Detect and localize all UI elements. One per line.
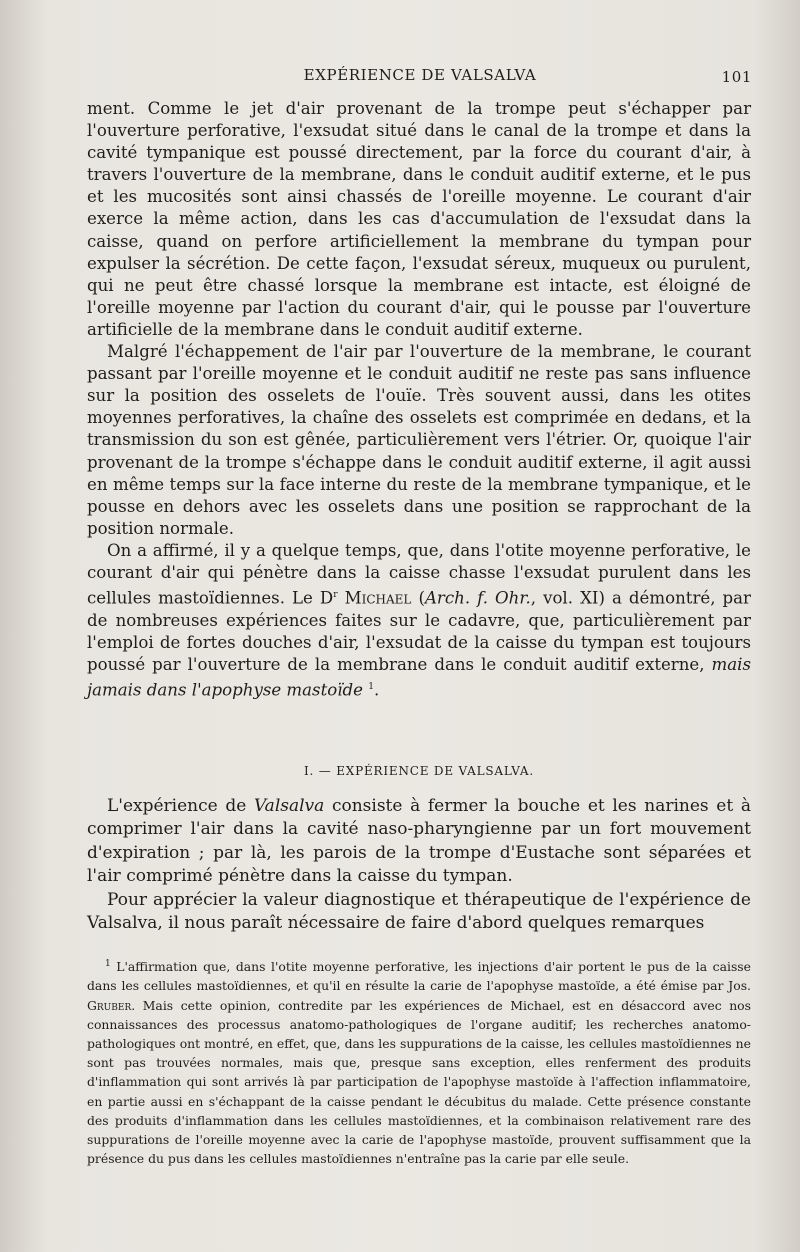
footnote-part1: L'affirmation que, dans l'otite moyenne perforative, les injections d'air portent le pus de la caisse dans les cellules mastoïdiennes, et qu'il en résulte la carie de l'apophyse mastoïde, a été émise par Jos. [87, 959, 751, 994]
paragraph-diagnostic-value: Pour apprécier la valeur diagnostique et thérapeutique de l'expérience de Valsalva, il nous paraît nécessaire de faire d'abord quelques remarques [87, 889, 751, 934]
journal-title: Arch. f. Ohr. [424, 588, 531, 608]
paragraph-valsalva-definition [87, 795, 751, 889]
footnote-author: Gruber [87, 997, 132, 1013]
body-text-lower [87, 795, 751, 935]
running-header [88, 66, 752, 90]
footnote [87, 955, 751, 1168]
para3-text: On a affirmé, il y a quelque temps, que, dans l'otite moyenne perforative, le courant d'air qui pénètre dans la caisse chasse l'exsudat purulent dans les cellules mastoïdiennes. Le D [87, 540, 751, 608]
italic-conclusion: mais jamais dans l'apophyse mastoïde [87, 654, 751, 700]
para3-text-2: , vol. XI) a démontré, par de nombreuses expériences faites sur le cadavre, que, particulièrement par l'emploi de fortes douches d'air, l'exsudat de la caisse du tympan est toujours poussé par l'ouverture de la membrane dans le conduit auditif externe, [87, 588, 751, 674]
body-text-upper [87, 98, 751, 702]
footnote-text [87, 955, 751, 1168]
footnote-marker: 1 [105, 959, 111, 969]
page-number: 101 [721, 68, 752, 86]
section-heading: I. — EXPÉRIENCE DE VALSALVA. [304, 764, 534, 778]
footnote-part2: . Mais cette opinion, contredite par les expériences de Michael, est en désaccord avec nos connaissances des processus anatomo-pathologiques de l'organe auditif; les recherches anatomo-pathologiques ont montré, en effet, que, dans les suppurations de la caisse, les cellules mastoïdiennes ne sont pas trouvées normales, mais que, presque sans exception, elles renferment des produits d'inflammation qui sont arrivés là par participation de l'apophyse mastoïde à l'affection inflammatoire, en partie aussi en s'échappant de la caisse pendant le décubitus du malade. Cette présence constante des produits d'inflammation dans les cellules mastoïdiennes, et la combinaison relativement rare des suppurations de l'oreille moyenne avec la carie de l'apophyse mastoïde, prouvent suffisamment que la présence du pus dans les cellules mastoïdiennes n'entraîne pas la carie par elle seule. [87, 997, 751, 1167]
para3-paren: ( [411, 588, 425, 608]
paragraph-ossicles: Malgré l'échappement de l'air par l'ouverture de la membrane, le courant passant par l'oreille moyenne et le conduit auditif ne reste pas sans influence sur la position des osselets de l'ouïe. Très souvent aussi, dans les otites moyennes perforatives, la chaîne des osselets est comprimée en dedans, et la transmission du son est gênée, particulièrement vers l'étrier. Or, quoique l'air provenant de la trompe s'échappe dans le conduit auditif externe, il agit aussi en même temps sur la face interne du reste de la membrane tympanique, et le pousse en dehors avec les osselets dans une position se rapprochant de la position normale. [87, 342, 751, 538]
paragraph-mastoid [87, 540, 751, 702]
para4-text-2: consiste à fermer la bouche et les narines et à comprimer l'air dans la cavité naso-pharyngienne par un fort mouvement d'expiration ; par là, les parois de la trompe d'Eustache sont séparées et l'air comprimé pénètre dans la caisse du tympan. [87, 796, 751, 887]
author-name: Michael [344, 588, 412, 608]
dr-superscript: r [333, 590, 338, 601]
paragraph-continuation: ment. Comme le jet d'air provenant de la trompe peut s'échapper par l'ouverture perforative, l'exsudat situé dans le canal de la trompe et dans la cavité tympanique est poussé directement, par la force du courant d'air, à travers l'ouverture de la membrane, dans le conduit auditif externe, et le pus et les mucosités sont ainsi chassés de l'oreille moyenne. Le courant d'air exerce la même action, dans les cas d'accumulation de l'exsudat dans la caisse, quand on perfore artificiellement la membrane du tympan pour expulser la sécrétion. De cette façon, l'exsudat séreux, muqueux ou purulent, qui ne peut être chassé lorsque la membrane est intacte, est éloigné de l'oreille moyenne par l'action du courant d'air, qui le pousse par l'ouverture artificielle de la membrane dans le conduit auditif externe. [87, 99, 751, 339]
para4-text: L'expérience de [107, 796, 254, 816]
footnote-ref: 1 [368, 681, 374, 692]
valsalva-name: Valsalva [253, 796, 325, 816]
para3-end: . [374, 680, 380, 700]
running-title: EXPÉRIENCE DE VALSALVA [303, 66, 537, 84]
